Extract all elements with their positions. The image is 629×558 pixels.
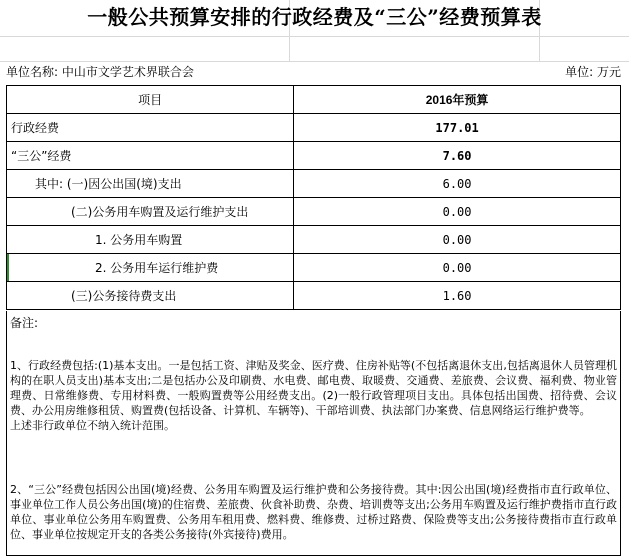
row-value-overseas[interactable]: 6.00 [294,170,621,198]
row-item-admin-expense[interactable]: 行政经费 [7,114,294,142]
row-value-vehicle-maintenance[interactable]: 0.00 [294,254,621,282]
remark-note-admin-text: 1、行政经费包括:(1)基本支出。一是包括工资、津贴及奖金、医疗费、住房补贴等(不包括离退休支出,包括离退休人员管理机构的在职人员支出)基本支出;二是包括办公及印刷费、水电费、邮电费、取暖费、交通费、差旅费、会议费、福利费、物业管理费、日常维修费、专用材料费、一般购置费等公用经费支出。(2)一般行政管理项目支出。具体包括出国费、招待费、会议费、办公用房维修租赁、购置费(包括设备、计算机、车辆等)、干部培训费、执法部门办案费、信息网络运行维护费等。 [10,359,617,417]
row-item-vehicle-purchase[interactable]: 1. 公务用车购置 [7,226,294,254]
table-header-row [7,86,621,114]
row-item-vehicle-maintenance[interactable]: 2. 公务用车运行维护费 [7,254,294,282]
row-value-reception[interactable]: 1.60 [294,282,621,310]
row-item-overseas[interactable]: 其中: (一)因公出国(境)支出 [7,170,294,198]
remarks-label: 备注: [10,316,39,330]
table-row [7,282,621,310]
table-row [7,198,621,226]
budget-table [6,85,621,310]
row-value-vehicle[interactable]: 0.00 [294,198,621,226]
remark-note-three-public [10,482,617,542]
table-row [7,226,621,254]
gridline [0,36,629,37]
row-item-vehicle[interactable]: (二)公务用车购置及运行维护支出 [7,198,294,226]
row-value-three-public[interactable]: 7.60 [294,142,621,170]
remark-note-three-public-text: 2、“三公”经费包括因公出国(境)经费、公务用车购置及运行维护费和公务接待费。其中:因公出国(境)经费指市直行政单位、事业单位工作人员公务出国(境)的住宿费、差旅费、伙食补助费、杂费、培训费等支出;公务用车购置及运行维护费指市直行政单位、事业单位公务用车购置费、公务用车租用费、燃料费、维修费、过桥过路费、保险费等支出;公务接待费指市直行政单位、事业单位按规定开支的各类公务接待(外宾接待)费用。 [10,483,617,541]
table-row [7,254,621,282]
table-row [7,114,621,142]
row-item-reception[interactable]: (三)公务接待费支出 [7,282,294,310]
remark-note-admin [10,358,617,433]
table-row [7,170,621,198]
currency-unit-label: 单位: 万元 [565,65,621,79]
remarks-cell[interactable] [6,311,621,556]
header-item-cell[interactable]: 项目 [7,86,294,114]
row-item-three-public[interactable]: “三公”经费 [7,142,294,170]
remark-note-scope: 上述非行政单位不纳入统计范围。 [10,419,175,432]
page-title: 一般公共预算安排的行政经费及“三公”经费预算表 [87,5,542,29]
unit-name-label: 单位名称: 中山市文学艺术界联合会 [6,65,194,79]
table-row [7,142,621,170]
header-budget-cell[interactable]: 2016年预算 [294,86,621,114]
row-value-vehicle-purchase[interactable]: 0.00 [294,226,621,254]
row-value-admin-expense[interactable]: 177.01 [294,114,621,142]
